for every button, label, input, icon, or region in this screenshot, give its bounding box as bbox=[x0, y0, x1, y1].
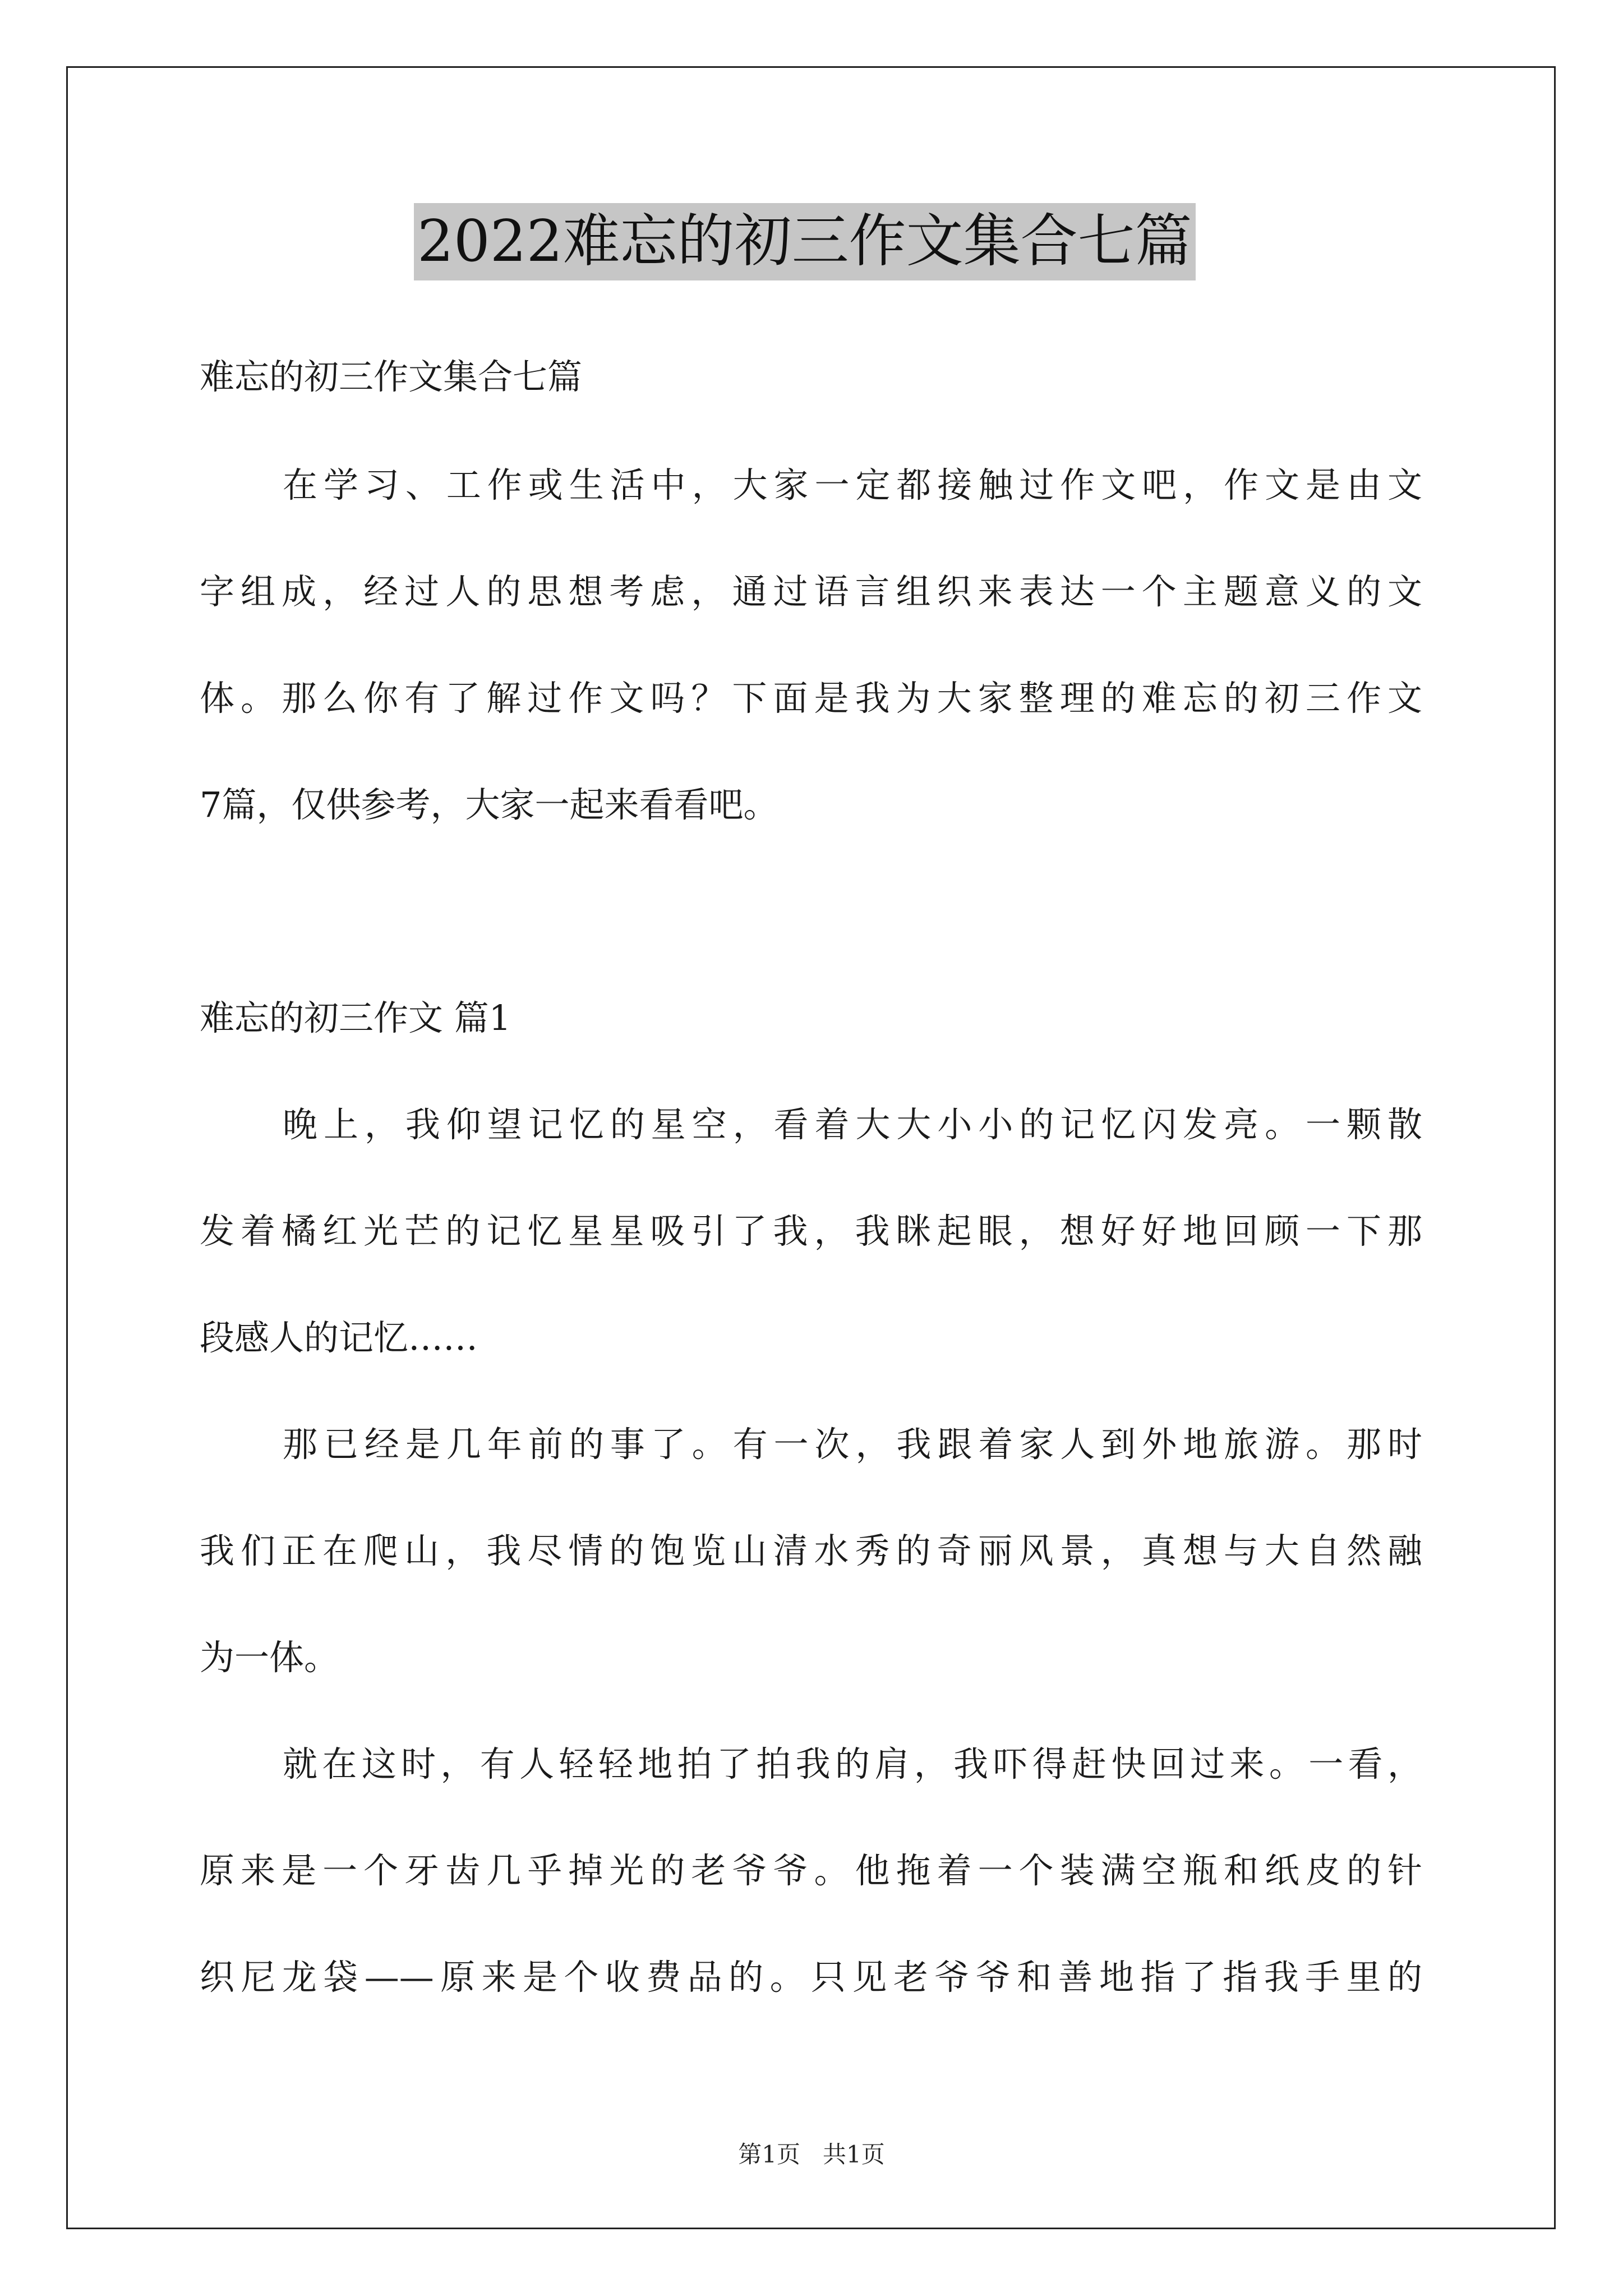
para3-line-2: 原来是一个牙齿几乎掉光的老爷爷。他拖着一个装满空瓶和纸皮的针 bbox=[200, 1850, 1422, 1891]
para2-line-1: 那已经是几年前的事了。有一次，我跟着家人到外地旅游。那时 bbox=[283, 1424, 1422, 1465]
intro-line-4: 7篇，仅供参考，大家一起来看看吧。 bbox=[200, 784, 778, 825]
para1-line-2: 发着橘红光芒的记忆星星吸引了我，我眯起眼，想好好地回顾一下那 bbox=[200, 1211, 1422, 1251]
para1-line-3: 段感人的记忆…… bbox=[200, 1317, 478, 1358]
para3-line-1: 就在这时，有人轻轻地拍了拍我的肩，我吓得赶快回过来。一看， bbox=[283, 1743, 1422, 1784]
para2-line-3: 为一体。 bbox=[200, 1637, 339, 1678]
para1-line-1: 晚上，我仰望记忆的星空，看着大大小小的记忆闪发亮。一颗散 bbox=[283, 1104, 1422, 1145]
para2-line-2: 我们正在爬山，我尽情的饱览山清水秀的奇丽风景，真想与大自然融 bbox=[200, 1530, 1422, 1571]
page-footer: 第1页 共1页 bbox=[738, 2141, 885, 2168]
intro-line-3: 体。那么你有了解过作文吗？下面是我为大家整理的难忘的初三作文 bbox=[200, 678, 1422, 719]
intro-line-1: 在学习、工作或生活中，大家一定都接触过作文吧，作文是由文 bbox=[283, 464, 1422, 505]
intro-line-2: 字组成，经过人的思想考虑，通过语言组织来表达一个主题意义的文 bbox=[200, 571, 1422, 612]
subtitle: 难忘的初三作文集合七篇 bbox=[200, 356, 583, 397]
document-title: 2022难忘的初三作文集合七篇 bbox=[414, 203, 1196, 280]
para3-line-3: 织尼龙袋——原来是个收费品的。只见老爷爷和善地指了指我手里的 bbox=[200, 1957, 1422, 1998]
section-heading: 难忘的初三作文 篇1 bbox=[200, 997, 511, 1038]
